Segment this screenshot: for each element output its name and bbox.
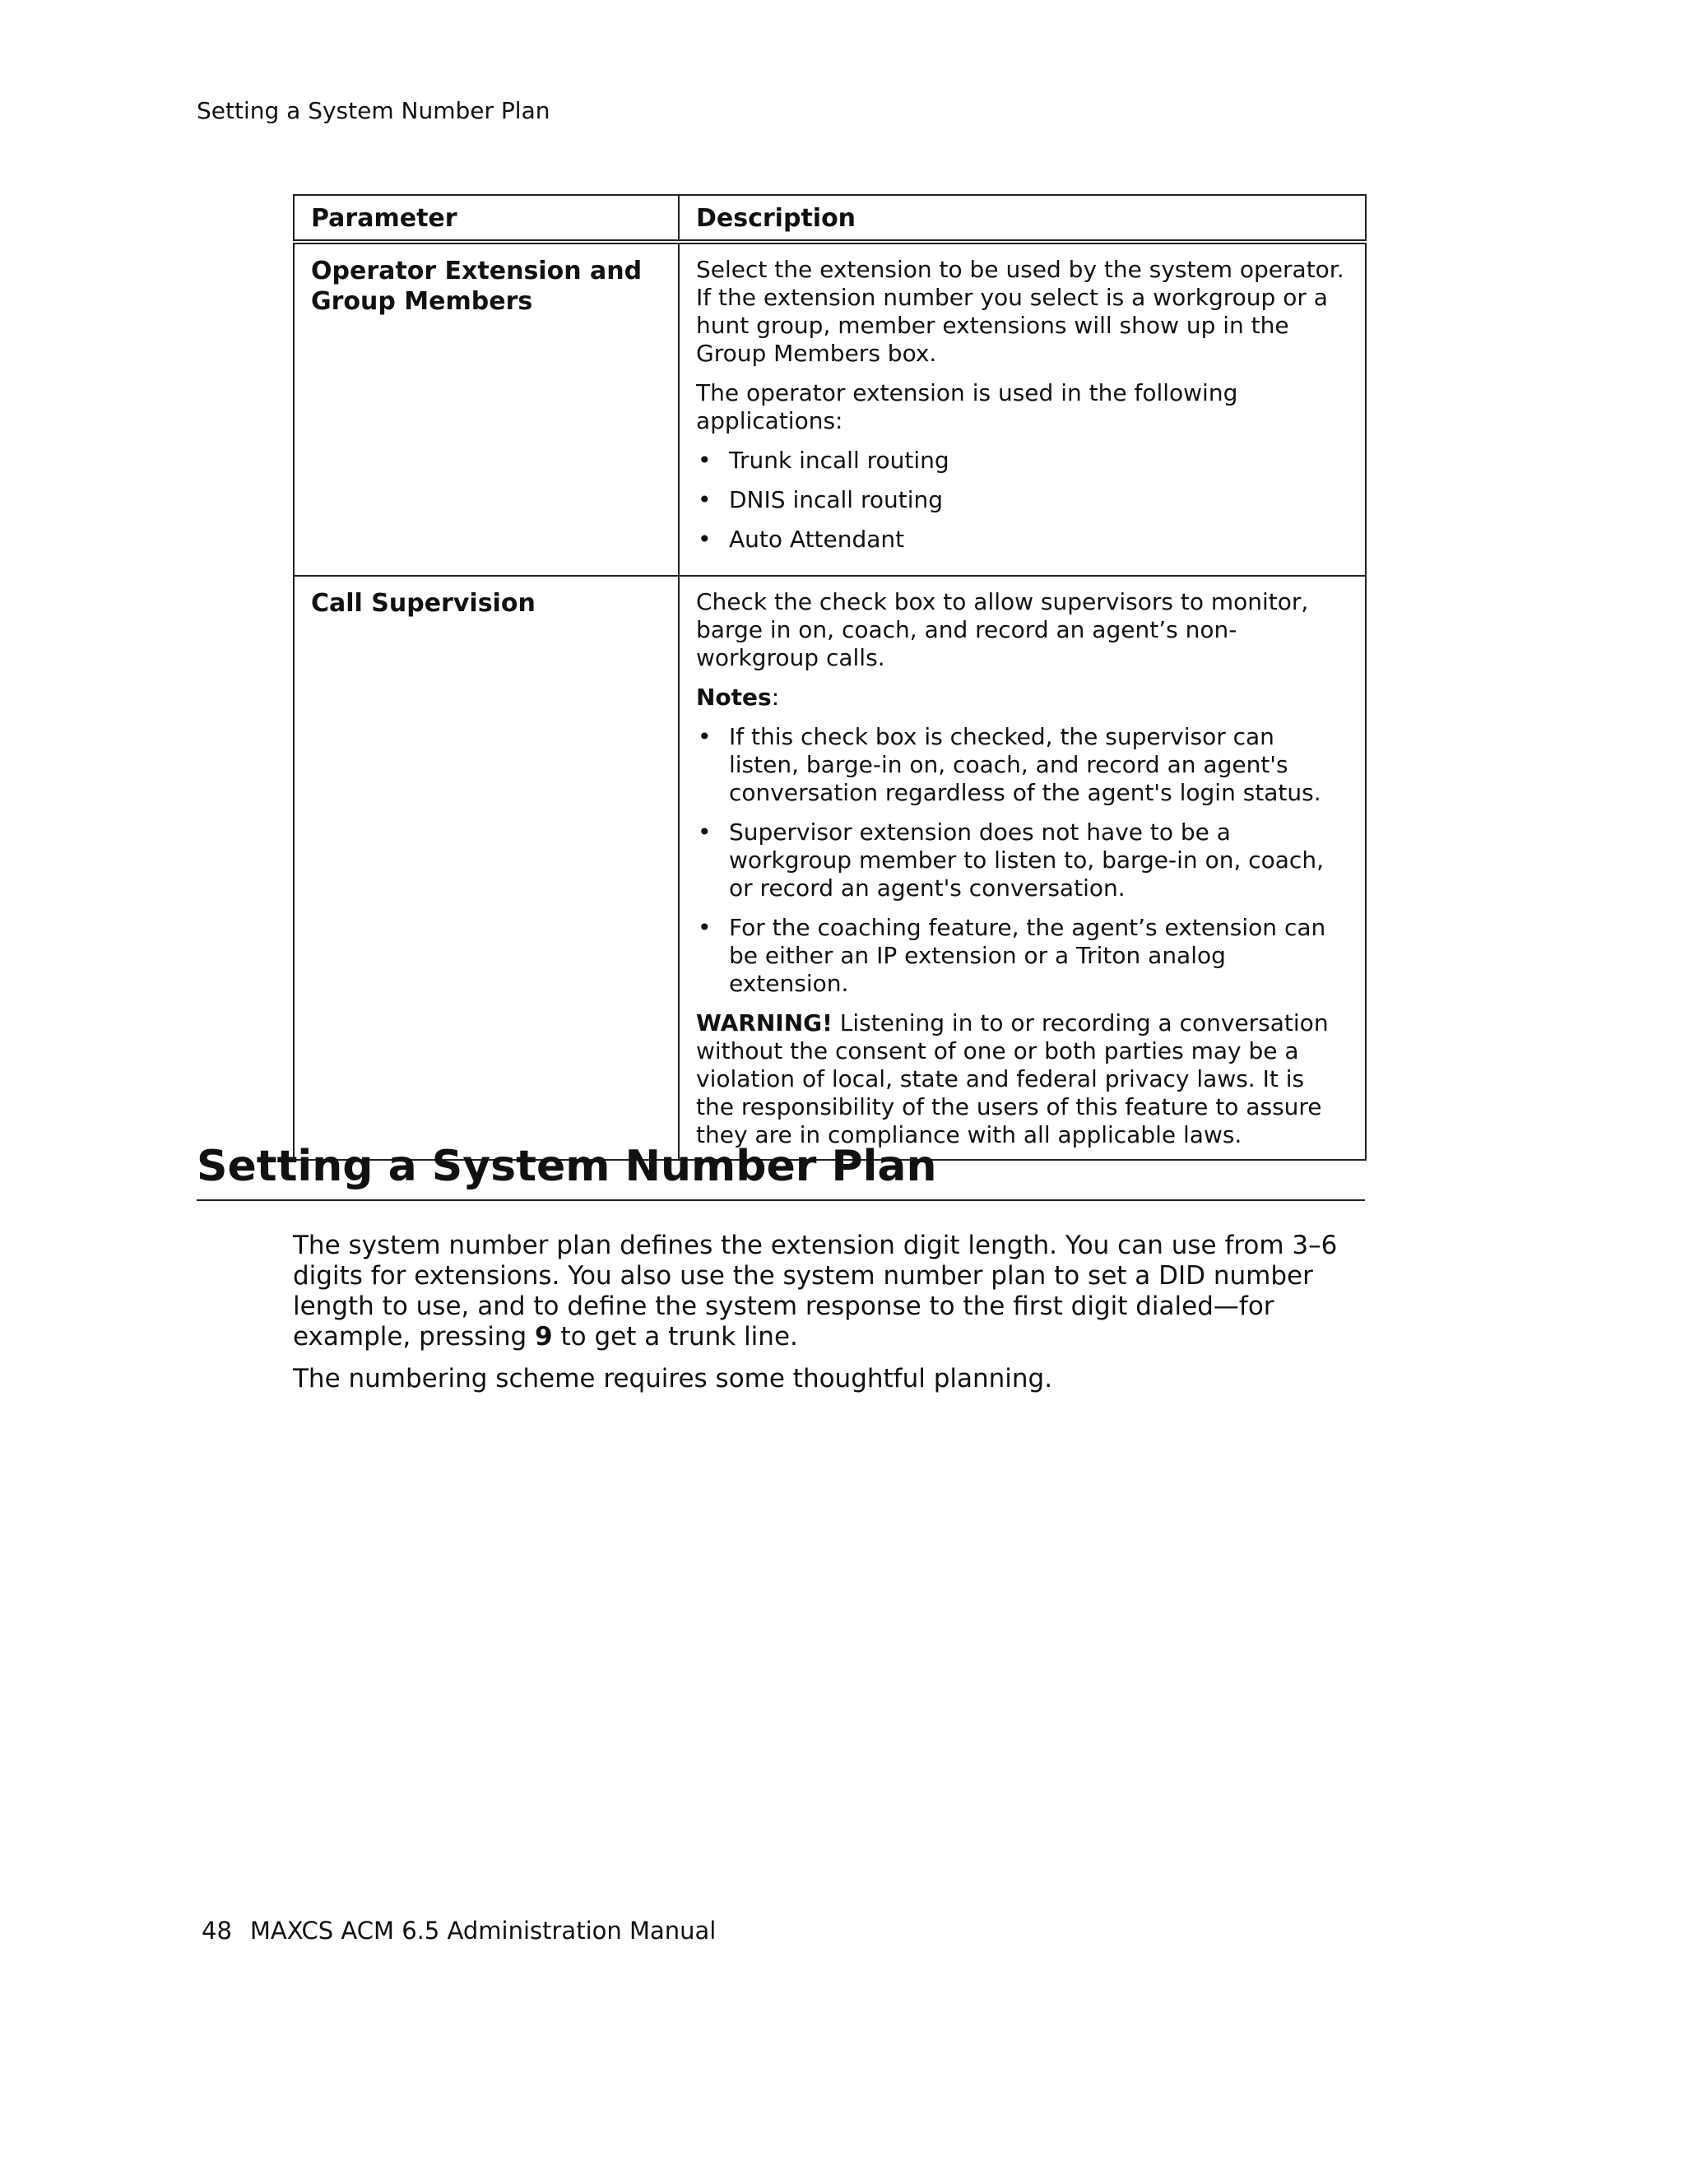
section-title: Setting a System Number Plan <box>197 1142 1365 1201</box>
description-cell <box>679 576 1366 1160</box>
warning-text: Listening in to or recording a conversation without the consent of one or both parties may be a violation of local, state and federal privacy laws. It is the responsibility of the users of this feature to assure they are in compliance with all applicable laws. <box>696 1009 1329 1148</box>
notes-label: Notes <box>696 684 772 711</box>
param-name: Operator Extension and Group Members <box>311 257 643 316</box>
running-header: Setting a System Number Plan <box>197 97 550 124</box>
section-body <box>293 1231 1371 1406</box>
description-paragraph: The operator extension is used in the following applications: <box>696 379 1238 434</box>
warning-paragraph <box>696 1009 1348 1149</box>
notes-colon: : <box>771 684 780 711</box>
list-item: • Supervisor extension does not have to be a workgroup member to listen to, barge-in on, coach, or record an agent's conversation. <box>696 818 1348 902</box>
description-paragraph: Select the extension to be used by the system operator. If the extension number you select is a workgroup or a hunt group, member extensions will show up in the Group Members box. <box>696 256 1344 367</box>
list-item: • Trunk incall routing <box>696 447 1348 475</box>
list-item: • DNIS incall routing <box>696 486 1348 514</box>
warning-label: WARNING! <box>696 1009 833 1036</box>
param-cell <box>294 576 679 1160</box>
notes-heading <box>696 684 1348 712</box>
param-name: Call Supervision <box>311 589 536 618</box>
bullet-list <box>696 447 1348 554</box>
list-item: • For the coaching feature, the agent’s extension can be either an IP extension or a Triton analog extension. <box>696 914 1348 998</box>
body-paragraph: The numbering scheme requires some thoughtful planning. <box>293 1364 1053 1393</box>
page-number: 48 <box>202 1917 232 1945</box>
description-paragraph: Check the check box to allow supervisors to monitor, barge in on, coach, and record an agent’s non-workgroup calls. <box>696 588 1309 671</box>
table-header-row <box>294 195 1366 242</box>
table-row <box>294 576 1366 1160</box>
column-header-description: Description <box>679 195 1366 242</box>
page-footer <box>202 1917 716 1945</box>
column-header-parameter: Parameter <box>294 195 679 242</box>
parameter-table <box>293 194 1367 1161</box>
param-cell <box>294 242 679 576</box>
manual-title: MAXCS ACM 6.5 Administration Manual <box>249 1917 717 1945</box>
table-row <box>294 242 1366 576</box>
list-item: • If this check box is checked, the supervisor can listen, barge-in on, coach, and record an agent's conversation regardless of the agent's login status. <box>696 723 1348 807</box>
bullet-list <box>696 723 1348 998</box>
body-text-part: The system number plan defines the extension digit length. You can use from 3–6 digits for extensions. You also use the system number plan to set a DID number length to use, and to define the system response to the first digit dialed—for example, pressing <box>293 1231 1338 1352</box>
body-text-part: to get a trunk line. <box>552 1322 798 1352</box>
list-item: • Auto Attendant <box>696 526 1348 554</box>
description-cell <box>679 242 1366 576</box>
body-paragraph <box>293 1231 1371 1352</box>
body-bold-digit: 9 <box>535 1322 553 1352</box>
